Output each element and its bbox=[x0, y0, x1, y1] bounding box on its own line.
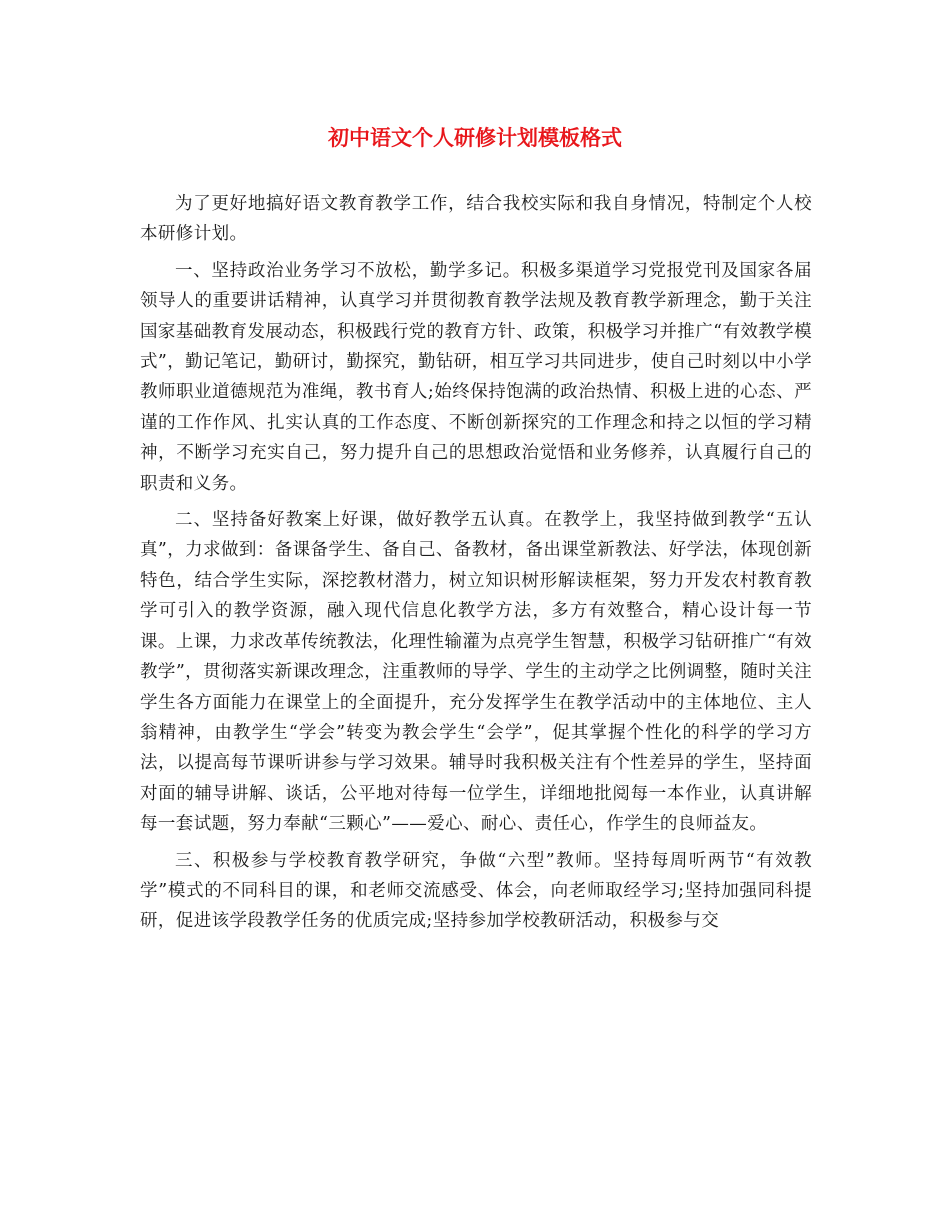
document-title: 初中语文个人研修计划模板格式 bbox=[328, 125, 622, 150]
document-body bbox=[140, 189, 812, 943]
paragraph-section-1: 一、坚持政治业务学习不放松，勤学多记。积极多渠道学习党报党刊及国家各届领导人的重要讲话精神，认真学习并贯彻教育教学法规及教育教学新理念，勤于关注国家基础教育发展动态，积极践行党的教育方针、政策，积极学习并推广“有效教学模式”，勤记笔记，勤研讨，勤探究，勤钻研，相互学习共同进步，使自己时刻以中小学教师职业道德规范为准绳，教书育人;始终保持饱满的政治热情、积极上进的心态、严谨的工作作风、扎实认真的工作态度、不断创新探究的工作理念和持之以恒的学习精神，不断学习充实自己，努力提升自己的思想政治觉悟和业务修养，认真履行自己的职责和义务。 bbox=[140, 260, 812, 494]
paragraph-intro: 为了更好地搞好语文教育教学工作，结合我校实际和我自身情况，特制定个人校本研修计划。 bbox=[140, 194, 812, 245]
paragraph-section-2: 二、坚持备好教案上好课，做好教学五认真。在教学上，我坚持做到教学“五认真”，力求做到：备课备学生、备自己、备教材，备出课堂新教法、好学法，体现创新特色，结合学生实际，深挖教材潜力，树立知识树形解读框架，努力开发农村教育教学可引入的教学资源，融入现代信息化教学方法，多方有效整合，精心设计每一节课。上课，力求改革传统教法，化理性输灌为点亮学生智慧，积极学习钻研推广“有效教学”，贯彻落实新课改理念，注重教师的导学、学生的主动学之比例调整，随时关注学生各方面能力在课堂上的全面提升，充分发挥学生在教学活动中的主体地位、主人翁精神，由教学生“学会”转变为教会学生“会学”，促其掌握个性化的科学的学习方法，以提高每节课听讲参与学习效果。辅导时我积极关注有个性差异的学生，坚持面对面的辅导讲解、谈话，公平地对待每一位学生，详细地批阅每一本作业，认真讲解每一套试题，努力奉献“三颗心”——爱心、耐心、责任心，作学生的良师益友。 bbox=[140, 510, 812, 835]
paragraph-section-3: 三、积极参与学校教育教学研究，争做“六型”教师。坚持每周听两节“有效教学”模式的不同科目的课，和老师交流感受、体会，向老师取经学习;坚持加强同科提研，促进该学段教学任务的优质完成;坚持参加学校教研活动，积极参与交 bbox=[140, 850, 812, 932]
